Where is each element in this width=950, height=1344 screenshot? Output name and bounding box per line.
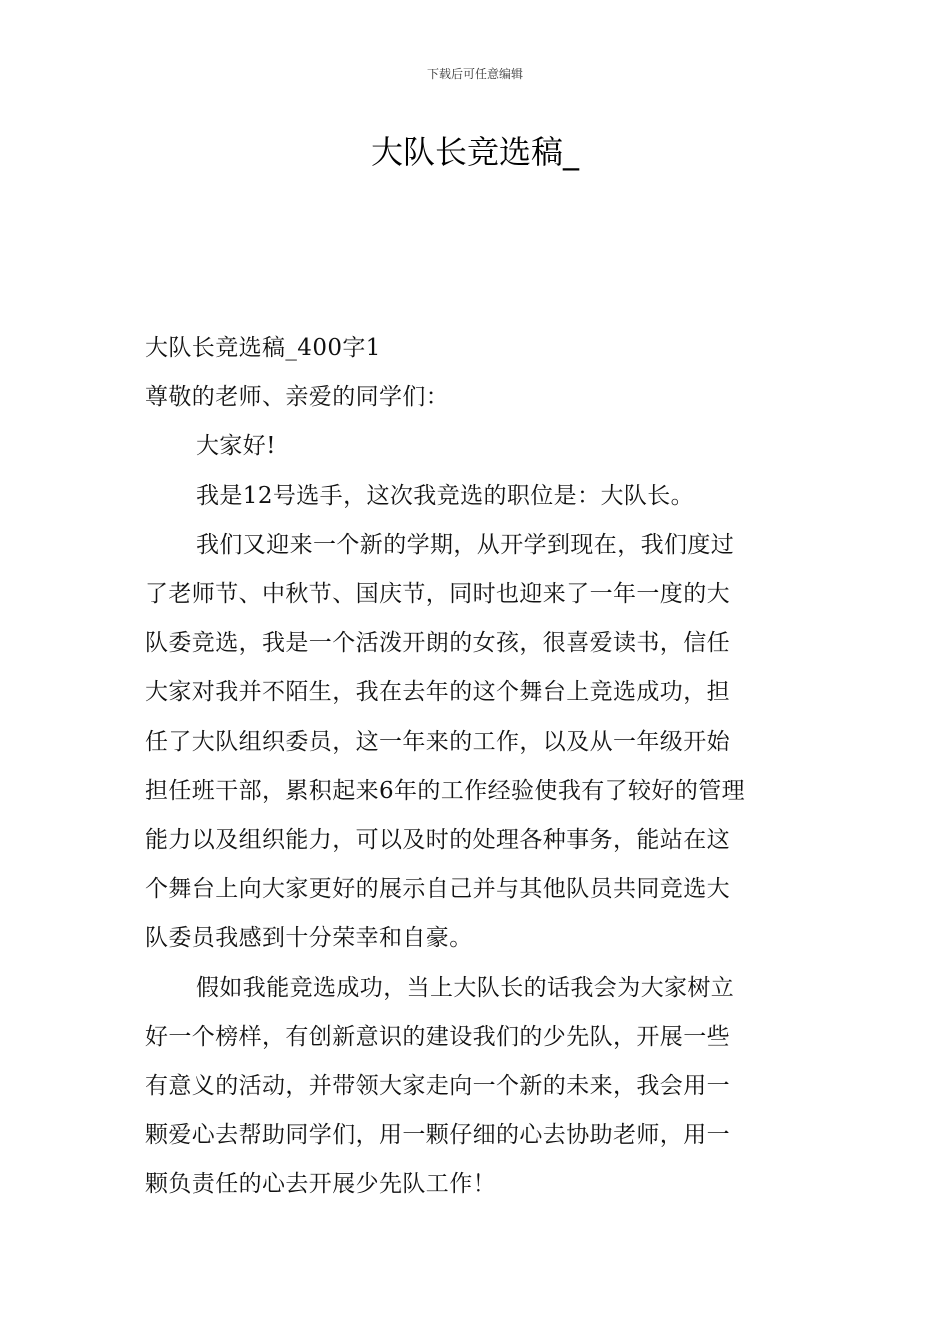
- body-line-subtitle: 大队长竞选稿_400字1: [145, 335, 381, 361]
- body-line: 担任班干部，累积起来6年的工作经验使我有了较好的管理: [145, 777, 746, 804]
- body-line: 颗爱心去帮助同学们，用一颗仔细的心去协助老师，用一: [145, 1122, 730, 1149]
- body-line: 了老师节、中秋节、国庆节，同时也迎来了一年一度的大: [145, 581, 730, 608]
- body-line: 个舞台上向大家更好的展示自己并与其他队员共同竞选大: [145, 876, 730, 903]
- body-line: 能力以及组织能力，可以及时的处理各种事务，能站在这: [145, 827, 730, 854]
- document-body: [145, 324, 810, 1210]
- body-line-intro: 我是12号选手，这次我竞选的职位是：大队长。: [196, 482, 695, 509]
- document-title: 大队长竞选稿_: [370, 133, 579, 171]
- body-line-paragraph-1-start: 我们又迎来一个新的学期，从开学到现在，我们度过: [196, 531, 735, 558]
- body-line-paragraph-2-end: 颗负责任的心去开展少先队工作！: [145, 1171, 496, 1198]
- body-line-paragraph-1-end: 队委员我感到十分荣幸和自豪。: [145, 925, 473, 952]
- body-line: 大家对我并不陌生，我在去年的这个舞台上竞选成功，担: [145, 679, 730, 706]
- body-line: 队委竞选，我是一个活泼开朗的女孩，很喜爱读书，信任: [145, 630, 730, 657]
- body-line-paragraph-2-start: 假如我能竞选成功，当上大队长的话我会为大家树立: [196, 974, 735, 1001]
- body-line: 好一个榜样，有创新意识的建设我们的少先队，开展一些: [145, 1023, 730, 1050]
- body-line: 有意义的活动，并带领大家走向一个新的未来，我会用一: [145, 1073, 730, 1100]
- page-header-note: 下载后可任意编辑: [426, 67, 523, 81]
- body-line-greeting: 大家好!: [196, 433, 276, 460]
- body-line: 任了大队组织委员，这一年来的工作，以及从一年级开始: [145, 728, 730, 755]
- body-line-salutation: 尊敬的老师、亲爱的同学们：: [145, 384, 450, 411]
